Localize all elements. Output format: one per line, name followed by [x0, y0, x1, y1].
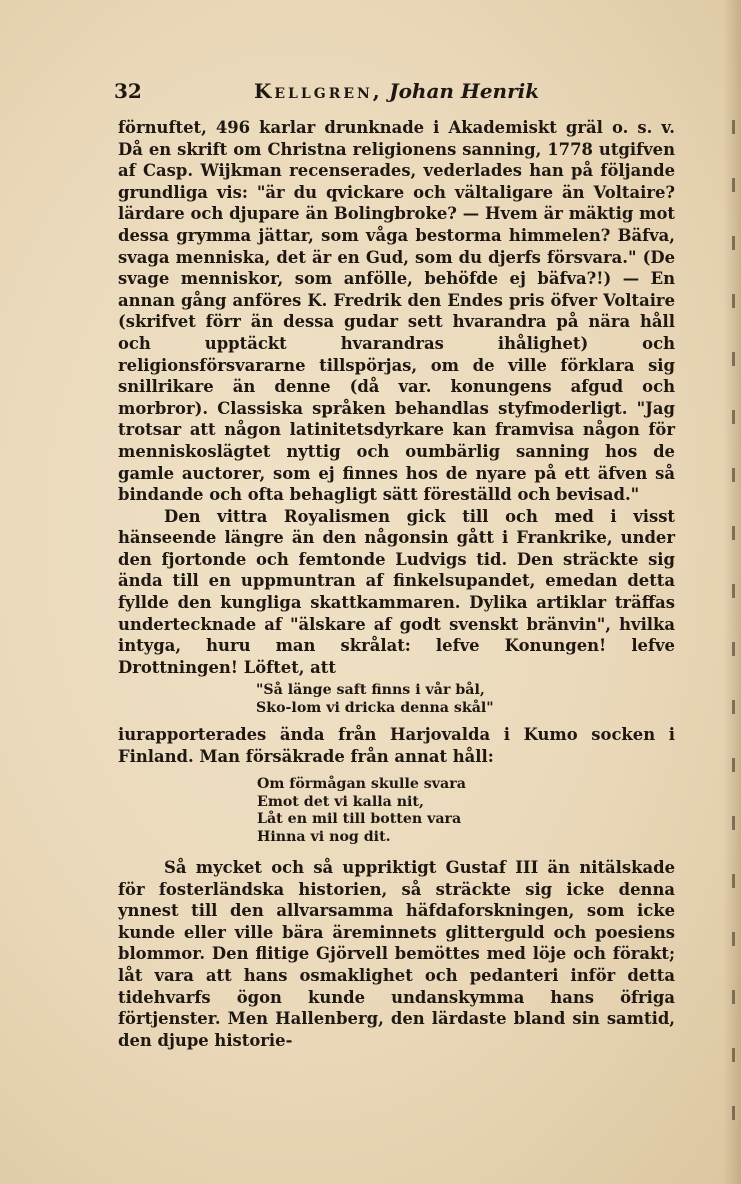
- body-text: [118, 117, 675, 1051]
- paragraph-4: Så mycket och så uppriktigt Gustaf III än nitälskade för fosterländska historien, så sträckte sig icke denna ynnest till den allvarsamma häfdaforskningen, som icke kunde eller ville bära äreminnets glitterguld och poesiens blommor. Den flitige Gjörvell bemöttes med löje och förakt; låt vara att hans osmaklighet och pedanteri inför detta tidehvarfs ögon kunde undanskymma hans öfriga förtjenster. Men Hallenberg, den lärdaste bland sin samtid, den djupe historie-: [118, 858, 675, 1050]
- running-head-given-names: Johan Henrik: [389, 79, 540, 103]
- paragraph-2: Den vittra Royalismen gick till och med i visst hänseende längre än den någonsin gått i Frankrike, under den fjortonde och femtonde Ludvigs tid. Den sträckte sig ända till en uppmuntran af finkelsupandet, emedan detta fyllde den kungliga skattkammaren. Dylika artiklar träffas undertecknade af "älskare af godt svenskt bränvin", hvilka intyga, huru man skrålat: lefve Konungen! lefve Drottningen! Löftet, att: [118, 506, 675, 677]
- running-head-surname: Kellgren,: [254, 79, 383, 103]
- running-head: [254, 79, 539, 103]
- paragraph-1: förnuftet, 496 karlar drunknade i Akademiskt gräl o. s. v. Då en skrift om Christna religionens sanning, 1778 utgifven af Casp. Wijkman recenserades, vederlades han på följande grundliga vis: "är du qvickare och vältaligare än Voltaire? lärdare och djupare än Bolingbroke? — Hvem är mäktig mot dessa grymma jättar, som våga bestorma himmelen? Bäfva, svaga menniska, det är en Gud, som du djerfs försvara." (De svage menniskor, som anfölle, behöfde ej bäfva?!) — En annan gång anföres K. Fredrik den Endes pris öfver Voltaire (skrifvet förr än dessa gudar sett hvarandra på nära håll och upptäckt hvarandras ihålighet) och religionsförsvararne tillspörjas, om de ville förklara sig snillrikare än denne (då var. konungens afgud och morbror). Classiska språken behandlas styfmoderligt. "Jag trotsar att någon latinitetsdyrkare kan framvisa någon för menniskoslägtet nyttig och oumbärlig sanning hos de gamle auctorer, som ej finnes hos de nyare på ett äfven så bindande och ofta behagligt sätt föreställd och bevisad.": [118, 118, 675, 505]
- paragraph-3: iurapporterades ända från Harjovalda i Kumo socken i Finland. Man försäkrade från annat håll:: [118, 725, 675, 766]
- adjacent-page-edge: [728, 120, 738, 1120]
- verse-quote-1: [118, 682, 675, 717]
- verse-line: "Så länge saft finns i vår bål,: [256, 682, 485, 699]
- verse-line: Emot det vi kalla nit,: [257, 793, 424, 810]
- page-number: 32: [114, 79, 142, 103]
- verse-line: Sko-lom vi dricka denna skål": [256, 699, 494, 716]
- verse-line: Om förmågan skulle svara: [257, 776, 466, 793]
- page-header: [114, 79, 674, 109]
- verse-quote-2: [118, 776, 675, 846]
- verse-line: Hinna vi nog dit.: [257, 828, 391, 845]
- verse-line: Låt en mil till botten vara: [257, 811, 462, 828]
